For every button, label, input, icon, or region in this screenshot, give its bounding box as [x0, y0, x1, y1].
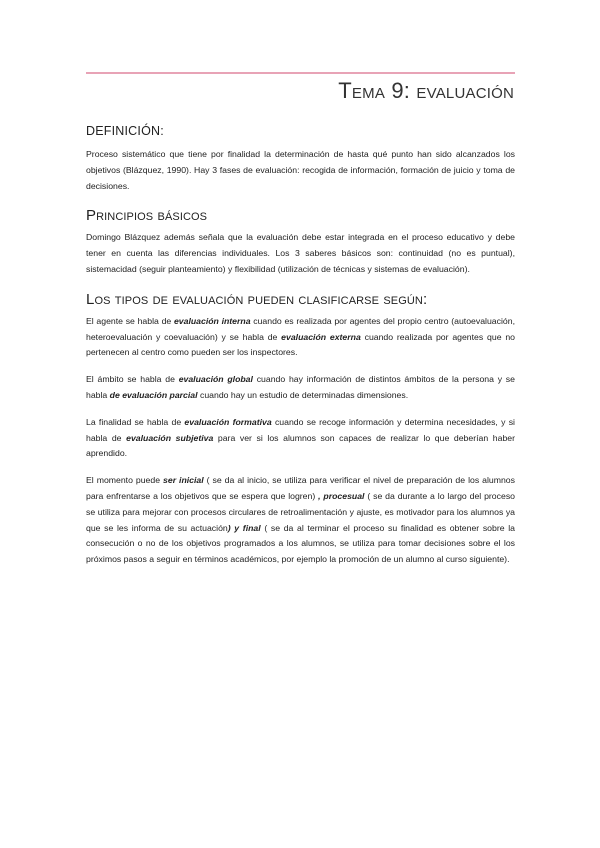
- text-run: ( se da al inicio, se utiliza para verificar el nivel de preparación de los alumnos para enfrentarse a los objetivos que se espera que logren): [86, 475, 515, 501]
- text-run: El momento puede: [86, 475, 164, 486]
- emphasis: ) y final: [227, 522, 261, 533]
- text-run: cuando hay un estudio de determinadas dimensiones.: [197, 389, 409, 400]
- emphasis: ser inicial: [163, 475, 204, 486]
- heading-definicion: DEFINICIÓN:: [86, 124, 164, 138]
- document-body: [86, 124, 515, 568]
- header-rule: [86, 72, 515, 74]
- paragraph-principios: Domingo Blázquez además señala que la evaluación debe estar integrada en el proceso educativo y debe tener en cuenta las diferencias individuales. Los 3 saberes básicos son: continuidad (no es puntual), sistemacidad (seguir planteamiento) y flexibilidad (utilización de técnicas y sistemas de evaluación).: [86, 232, 515, 274]
- heading-principios: Principios básicos: [86, 207, 208, 225]
- heading-tipos: Los tipos de evaluación pueden clasificarse según:: [86, 290, 428, 308]
- emphasis: evaluación global: [178, 374, 253, 385]
- text-run: ( se da al terminar el proceso su finalidad es obtener sobre la consecución o no de los objetivos programados a los alumnos, se utiliza para tomar decisiones sobre el los próximos pasos a seguir en términos académicos, por ejemplo la promoción de un alumno al curso siguiente).: [86, 522, 515, 565]
- paragraph-momento: [86, 473, 515, 568]
- paragraph-finalidad: [86, 415, 515, 462]
- paragraph-ambito: [86, 372, 515, 404]
- text-run: cuando es realizada por agentes del propio centro (autoevaluación, heteroevaluación y coevaluación) y se habla de: [86, 315, 515, 342]
- document-title: Tema 9: evaluación: [338, 78, 514, 103]
- text-run: cuando se recoge información y determina necesidades, y si habla de: [86, 416, 515, 443]
- text-run: cuando realizada por agentes que no pertenecen al centro como pueden ser los inspectores.: [86, 331, 515, 358]
- text-run: cuando hay información de distintos ámbitos de la persona y se habla: [86, 374, 515, 400]
- text-run: El ámbito se habla de: [86, 374, 179, 385]
- emphasis: evaluación subjetiva: [126, 432, 214, 443]
- emphasis: evaluación formativa: [184, 416, 272, 427]
- emphasis: evaluación externa: [281, 331, 361, 342]
- emphasis: evaluación interna: [173, 315, 251, 326]
- emphasis: de evaluación parcial: [109, 389, 198, 400]
- text-run: ( se da durante a lo largo del proceso se utiliza para mejorar con procesos circulares de retroalimentación y ajuste, es motivador para los alumnos ya que se les informa de su actuación: [86, 490, 515, 533]
- text-run: El agente se habla de: [86, 315, 174, 326]
- emphasis: , procesual: [318, 490, 365, 501]
- text-run: para ver si los alumnos son capaces de realizar lo que deberían haber aprendido.: [86, 432, 516, 459]
- paragraph-agente: [86, 314, 515, 361]
- text-run: La finalidad se habla de: [86, 416, 185, 427]
- paragraph-definicion: Proceso sistemático que tiene por finalidad la determinación de hasta qué punto han sido alcanzados los objetivos (Blázquez, 1990). Hay 3 fases de evaluación: recogida de información, formación de juicio y toma de decisiones.: [86, 149, 515, 191]
